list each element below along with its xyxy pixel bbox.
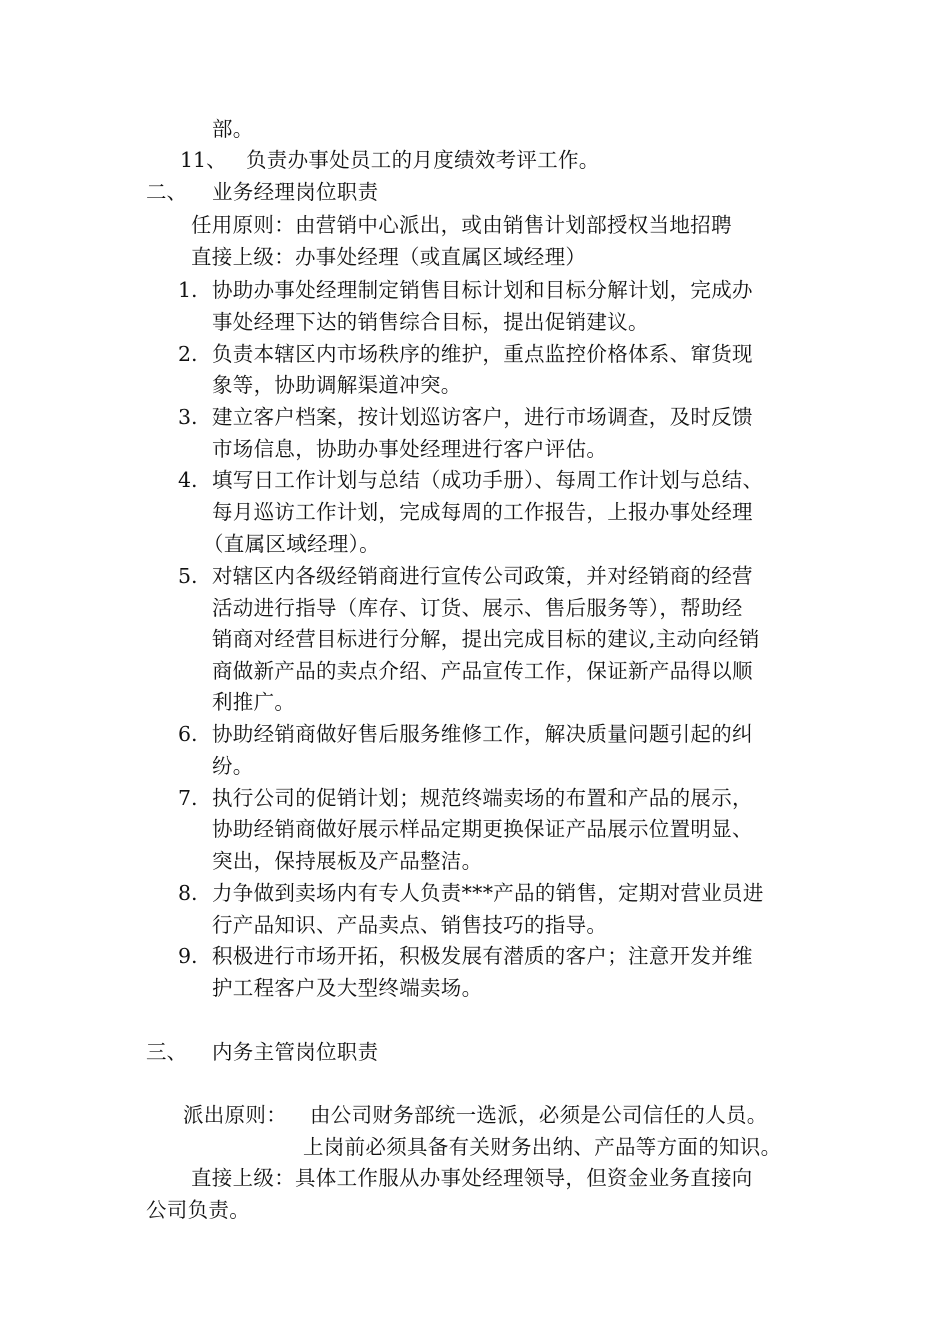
section-3-title: 内务主管岗位职责 [212, 1040, 379, 1064]
item-8-number: 8. [178, 881, 198, 905]
section-2-superior: 直接上级：办事处经理（或直属区域经理） [191, 245, 587, 269]
continuation-text: 部。 [212, 117, 254, 141]
item-1-line-2: 事处经理下达的销售综合目标，提出促销建议。 [212, 310, 649, 334]
item-11-number: 11、 [180, 148, 227, 172]
section-3-dispatch-line-2: 上岗前必须具备有关财务出纳、产品等方面的知识。 [303, 1135, 782, 1159]
item-5-line-2: 活动进行指导（库存、订货、展示、售后服务等），帮助经 [212, 596, 743, 620]
item-9-line-1: 积极进行市场开拓，积极发展有潜质的客户；注意开发并维 [212, 944, 753, 968]
item-5-line-3: 销商对经营目标进行分解，提出完成目标的建议,主动向经销 [212, 627, 760, 651]
section-2-title: 业务经理岗位职责 [212, 180, 379, 204]
section-3-number: 三、 [146, 1040, 187, 1064]
section-2-principle: 任用原则：由营销中心派出，或由销售计划部授权当地招聘 [191, 213, 732, 237]
item-11-text: 负责办事处员工的月度绩效考评工作。 [246, 148, 600, 172]
item-8-line-2: 行产品知识、产品卖点、销售技巧的指导。 [212, 913, 608, 937]
item-3-line-2: 市场信息，协助办事处经理进行客户评估。 [212, 437, 608, 461]
section-3-dispatch-label: 派出原则： [183, 1103, 287, 1127]
section-3-superior-line-2: 公司负责。 [146, 1198, 250, 1222]
item-4-line-3: （直属区域经理）。 [203, 532, 380, 556]
item-2-number: 2. [178, 342, 198, 366]
item-4-number: 4. [178, 468, 198, 492]
item-7-line-3: 突出，保持展板及产品整洁。 [212, 849, 483, 873]
section-3-superior-line-1: 直接上级：具体工作服从办事处经理领导，但资金业务直接向 [191, 1166, 753, 1190]
item-2-line-1: 负责本辖区内市场秩序的维护，重点监控价格体系、窜货现 [212, 342, 753, 366]
section-2-number: 二、 [146, 180, 187, 204]
item-7-number: 7. [178, 786, 198, 810]
item-5-line-4: 商做新产品的卖点介绍、产品宣传工作，保证新产品得以顺 [212, 659, 753, 683]
item-6-line-2: 纷。 [212, 754, 254, 778]
item-7-line-1: 执行公司的促销计划；规范终端卖场的布置和产品的展示， [212, 786, 753, 810]
item-7-line-2: 协助经销商做好展示样品定期更换保证产品展示位置明显、 [212, 817, 753, 841]
item-6-line-1: 协助经销商做好售后服务维修工作，解决质量问题引起的纠 [212, 722, 753, 746]
item-6-number: 6. [178, 722, 198, 746]
item-5-line-5: 利推广。 [212, 690, 296, 714]
item-4-line-2: 每月巡访工作计划，完成每周的工作报告，上报办事处经理 [212, 500, 753, 524]
item-9-line-2: 护工程客户及大型终端卖场。 [212, 976, 483, 1000]
section-3-dispatch-line-1: 由公司财务部统一选派，必须是公司信任的人员。 [310, 1103, 768, 1127]
item-1-line-1: 协助办事处经理制定销售目标计划和目标分解计划，完成办 [212, 278, 753, 302]
item-4-line-1: 填写日工作计划与总结（成功手册）、每周工作计划与总结、 [212, 468, 764, 492]
item-5-number: 5. [178, 564, 198, 588]
item-8-line-1: 力争做到卖场内有专人负责***产品的销售，定期对营业员进 [212, 881, 764, 905]
item-2-line-2: 象等，协助调解渠道冲突。 [212, 373, 462, 397]
item-5-line-1: 对辖区内各级经销商进行宣传公司政策，并对经销商的经营 [212, 564, 753, 588]
item-3-number: 3. [178, 405, 198, 429]
item-9-number: 9. [178, 944, 198, 968]
item-3-line-1: 建立客户档案，按计划巡访客户，进行市场调查，及时反馈 [212, 405, 753, 429]
item-1-number: 1. [178, 278, 198, 302]
